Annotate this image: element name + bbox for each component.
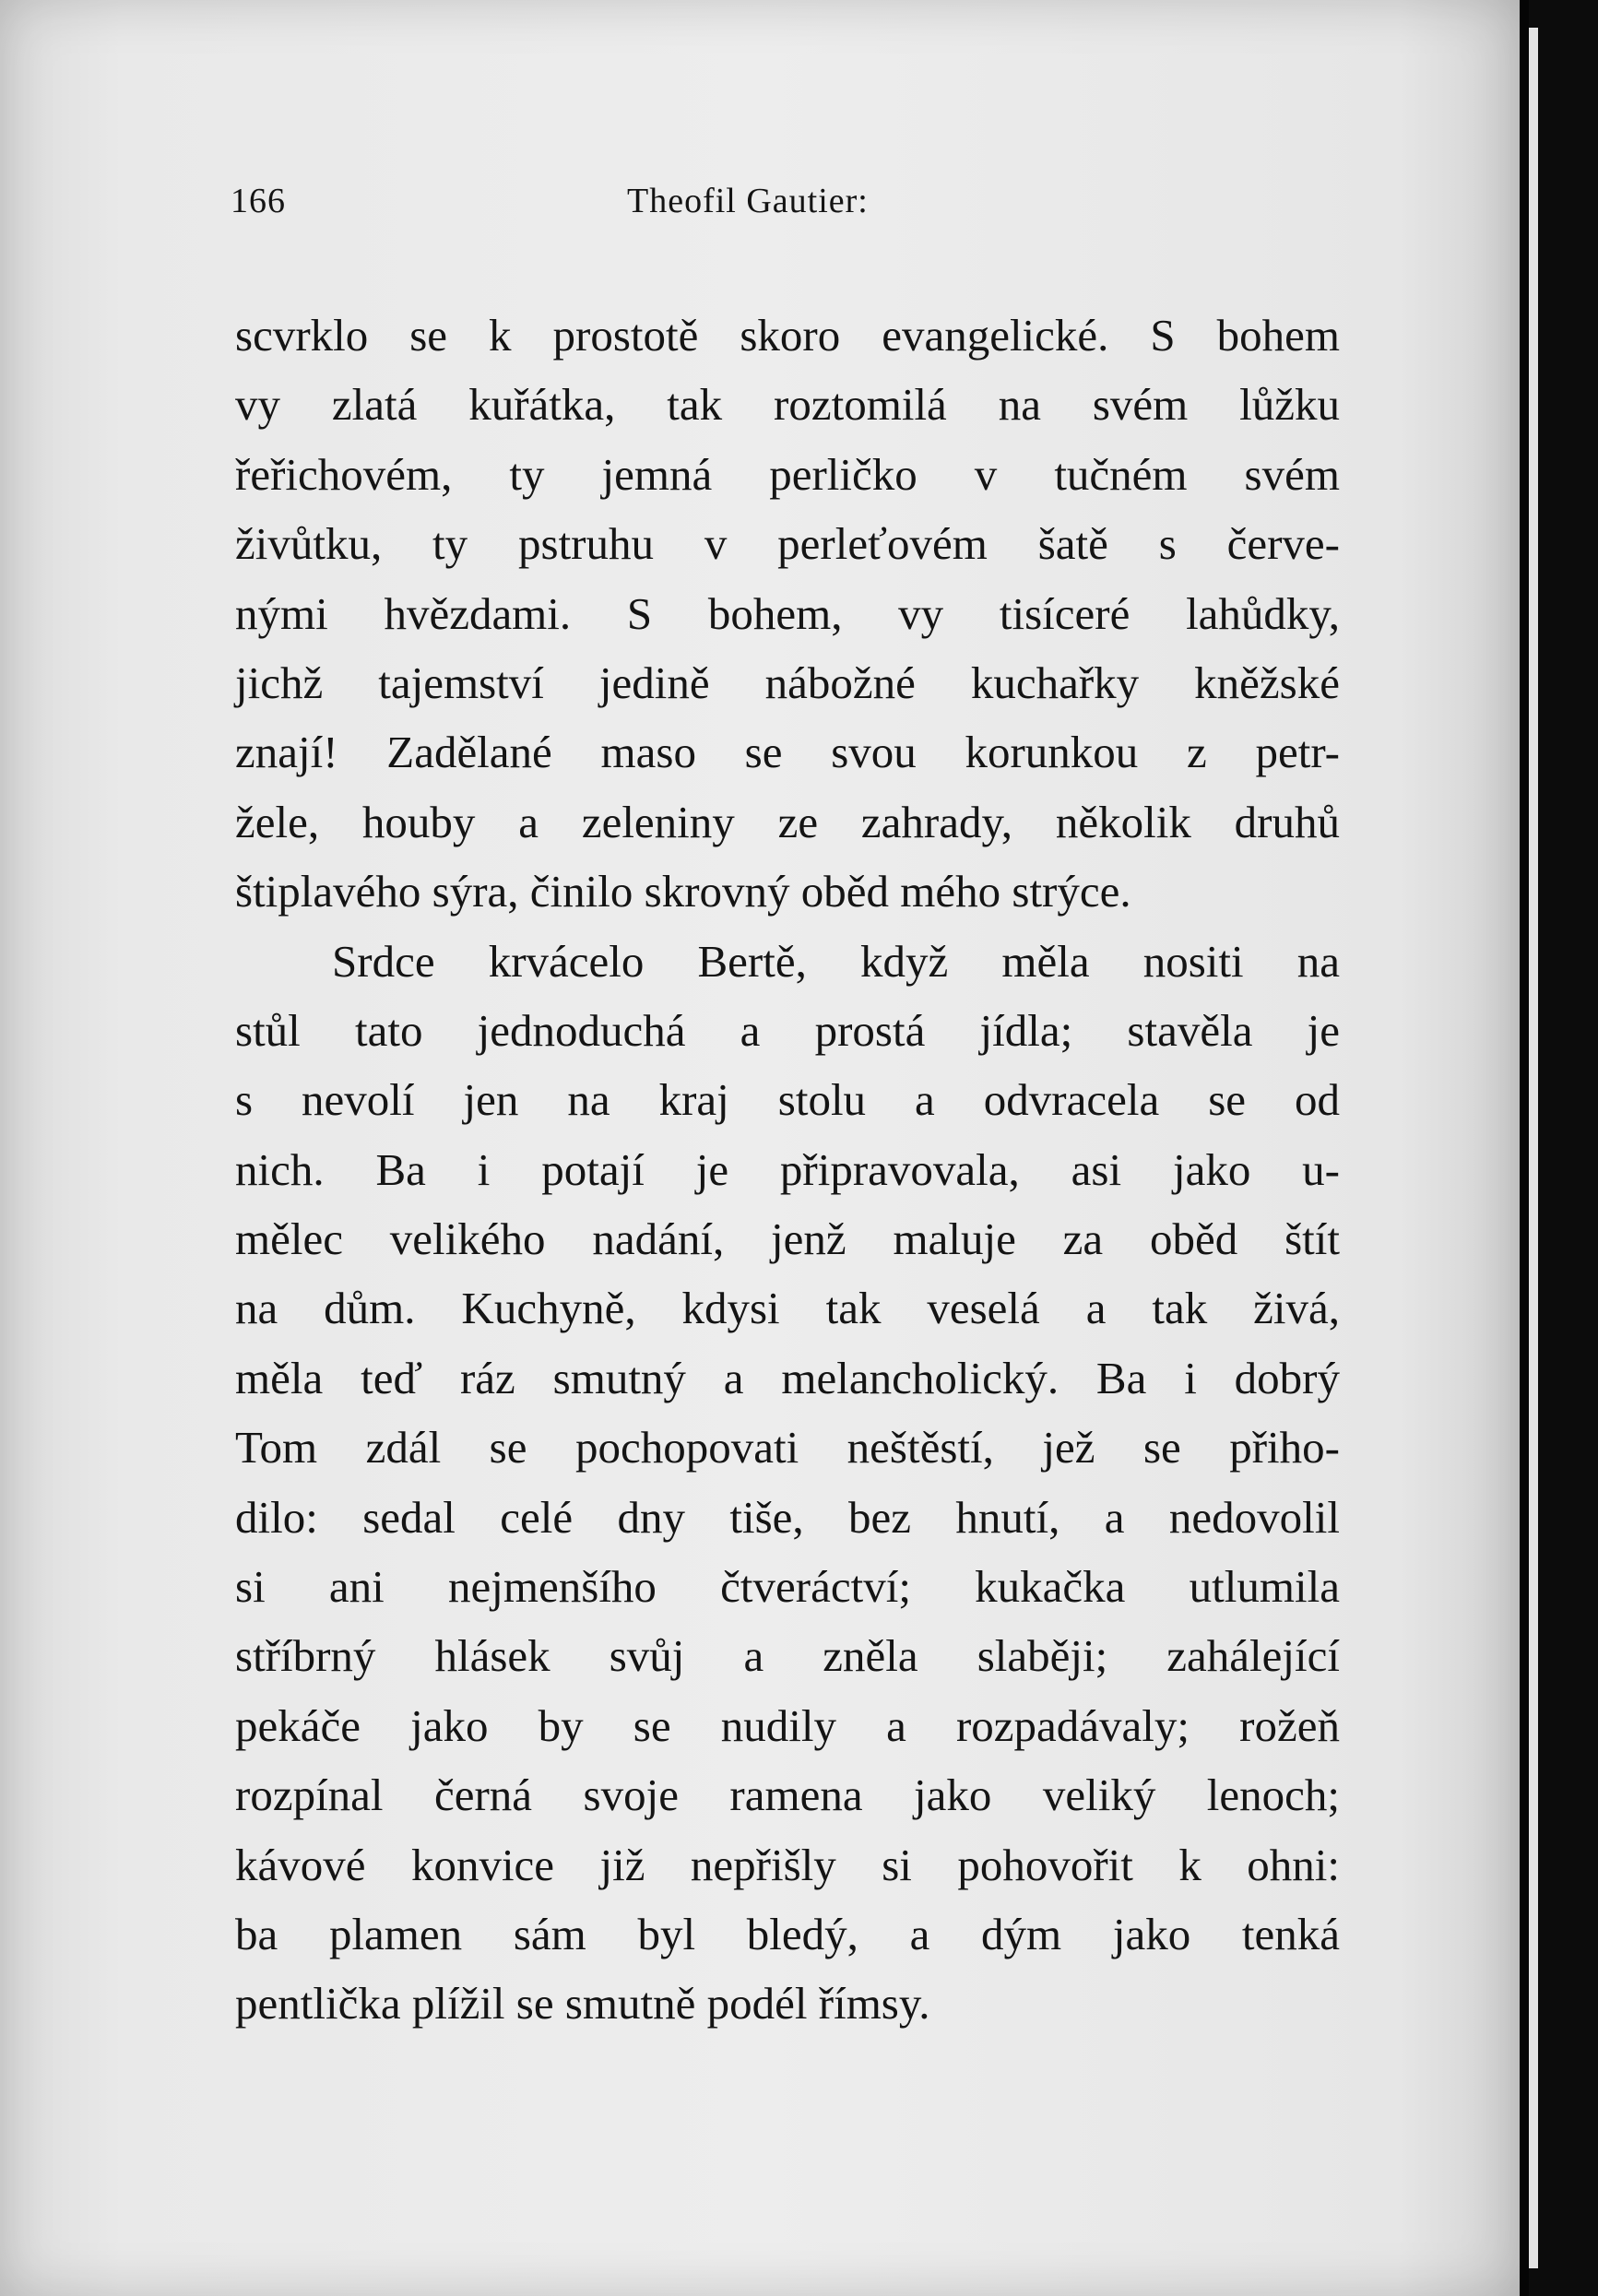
page-header [231,181,1319,236]
next-page-edge [1529,28,1538,2268]
text-line: nich. Ba i potají je připravovala, asi jako u- [235,1143,1340,1195]
text-line: stříbrný hlásek svůj a zněla slaběji; zahálející [235,1630,1340,1682]
text-line: žele, houby a zeleniny ze zahrady, několik druhů [235,796,1340,847]
body-text [235,301,1340,2039]
text-line: na dům. Kuchyně, kdysi tak veselá a tak živá, [235,1283,1340,1334]
text-line: ba plamen sám byl bledý, a dým jako tenká [235,1908,1340,1959]
text-line: pentlička plížil se smutně podél římsy. [235,1978,930,2030]
text-line: nými hvězdami. S bohem, vy tisíceré lahůdky, [235,587,1340,639]
text-line: kávové konvice již nepřišly si pohovořit k ohni: [235,1839,1340,1890]
text-line: znají! Zadělané maso se svou korunkou z petr- [235,727,1340,778]
text-line: stůl tato jednoduchá a prostá jídla; stavěla je [235,1004,1340,1056]
text-line: rozpínal černá svoje ramena jako veliký lenoch; [235,1769,1340,1821]
page-number: 166 [231,182,286,220]
text-line: scvrklo se k prostotě skoro evangelické. S bohem [235,310,1340,361]
text-line: měla teď ráz smutný a melancholický. Ba i dobrý [235,1352,1340,1403]
text-line: vy zlatá kuřátka, tak roztomilá na svém lůžku [235,379,1340,431]
page-edge-shadow [1520,0,1529,2296]
text-line: Tom zdál se pochopovati neštěstí, jež se přiho- [235,1422,1340,1473]
text-line: dilo: sedal celé dny tiše, bez hnutí, a nedovolil [235,1491,1340,1543]
paragraph-first-line: Srdce krvácelo Bertě, když měla nositi na [332,935,1340,987]
text-line: jichž tajemství jedině nábožné kuchařky kněžské [235,657,1340,708]
text-line: pekáče jako by se nudily a rozpadávaly; rožeň [235,1699,1340,1751]
text-line: mělec velikého nadání, jenž maluje za oběd štít [235,1213,1340,1265]
running-head: Theofil Gautier: [627,182,869,220]
text-line: živůtku, ty pstruhu v perleťovém šatě s červe- [235,518,1340,570]
text-line: štiplavého sýra, činilo skrovný oběd mého strýce. [235,866,1131,917]
text-line: si ani nejmenšího čtveráctví; kukačka utlumila [235,1561,1340,1613]
text-line: řeřichovém, ty jemná perličko v tučném svém [235,448,1340,500]
text-line: s nevolí jen na kraj stolu a odvracela se od [235,1074,1340,1126]
